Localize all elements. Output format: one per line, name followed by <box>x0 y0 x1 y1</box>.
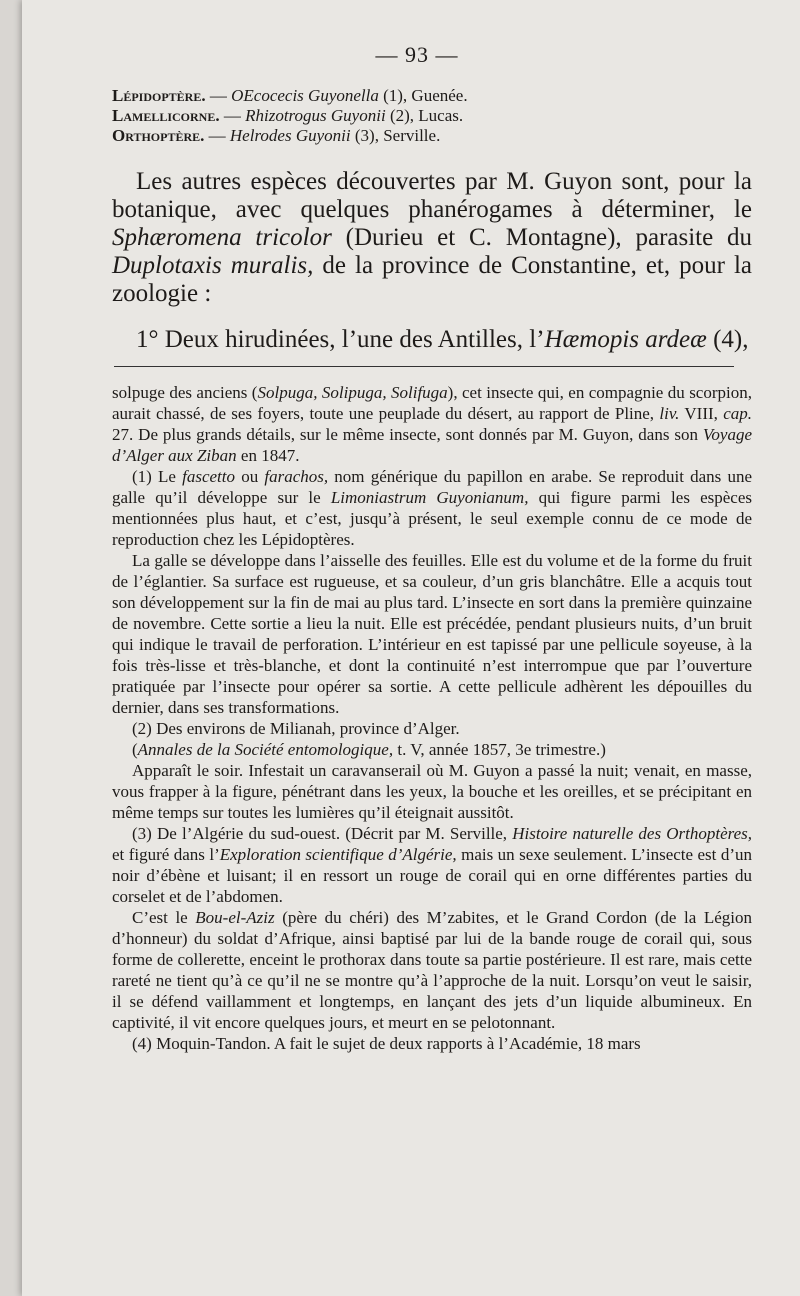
text-run: (Durieu et C. Montagne), parasite du <box>331 224 752 251</box>
taxon-row <box>112 126 742 146</box>
footnotes <box>112 382 752 1054</box>
italic-run: Voyage d’Alger aux Ziban <box>112 425 752 465</box>
italic-run: Exploration scientifique d’Algérie, <box>219 845 457 864</box>
footnote-2-paragraph: Apparaît le soir. Infestait un caravanserail où M. Guyon a passé la nuit; venait, en masse, vous frapper à la figure, pénétrant dans les yeux, la bouche et les oreilles, et se précipitant en même temps sur toutes les lumières qu’il éteignait aussitôt. <box>112 761 752 822</box>
book-page <box>22 0 800 1296</box>
text-run: et figuré dans l’ <box>112 845 220 864</box>
text-run: ( <box>132 740 138 759</box>
text-run: C’est le <box>132 908 196 927</box>
species-name: Duplotaxis muralis, <box>112 252 314 279</box>
italic-run: Bou-el-Aziz <box>195 908 275 927</box>
text-run: 1° Deux hirudinées, l’une des Antilles, l’ <box>136 326 545 353</box>
text-run: 27. De plus grands détails, sur le même insecte, sont donnés par M. Guyon, dans son <box>112 425 703 444</box>
taxon-name: Rhizotrogus Guyonii <box>245 106 386 125</box>
text-run: (père du chéri) des M’zabites, et le Grand Cordon (de la Légion d’honneur) du soldat d’Afrique, ainsi baptisé par lui de la bande rouge de corail qui, sous forme de collerette, enceint le prothorax dans toute sa partie postérieure. Il est rare, mais cette rareté ne tient qu’à ce qu’il ne se montre qu’à l’approche de la nuit. Lorsqu’on veut le saisir, il se défend vaillamment et longtemps, en lançant des jets d’un liquide albumineux. En captivité, il vit encore quelques jours, et meurt en se pelotonnant. <box>112 908 752 1032</box>
main-text <box>112 168 752 354</box>
taxon-separator: — <box>219 106 246 125</box>
italic-run: cap. <box>723 404 753 423</box>
taxa-list <box>112 86 742 146</box>
taxon-group: Lamellicorne. <box>112 106 220 125</box>
italic-run: Solpuga, Solipuga, Solifuga <box>257 383 448 402</box>
footnote-3 <box>112 823 752 907</box>
footnote-continuation <box>112 382 752 466</box>
taxon-separator: — <box>204 126 230 145</box>
text-run: t. V, année 1857, 3e trimestre.) <box>393 740 606 759</box>
text-run: Les autres espèces découvertes par M. Guyon sont, pour la botanique, avec quelques phanérogames à déterminer, le <box>112 168 752 223</box>
footnote-1-paragraph: La galle se développe dans l’aisselle des feuilles. Elle est du volume et de la forme du fruit de l’églantier. Sa surface est rugueuse, et sa couleur, d’un gris blanchâtre. Elle a acquis tout son développement sur la fin de mai au plus tard. L’insecte en sort dans la première quinzaine de novembre. Cette sortie a lieu la nuit. Elle est précédée, pendant plusieurs nuits, d’un bruit qui indique le travail de perforation. L’intérieur en est tapissé par une pellicule soyeuse, à la fois très-lisse et très-blanche, et dont la continuité n’est interrompue que par l’ouverture pratiquée par l’insecte pour opérer sa sortie. A cette pellicule adhèrent les dépouilles du dernier, dans ses transformations. <box>112 551 752 717</box>
text-run: qui figure parmi les espèces mentionnées plus haut, et c’est, jusqu’à présent, le seul exemple connu de ce mode de reproduction chez les Lépidoptères. <box>112 488 753 549</box>
taxon-name: Helrodes Guyonii <box>229 126 351 145</box>
taxon-author: (3), Serville. <box>350 126 441 145</box>
page-number: — 93 — <box>375 42 459 67</box>
taxon-group: Orthoptère. <box>112 126 205 145</box>
text-run: (1) Le <box>132 467 183 486</box>
text-run: de la province de Constantine, et, pour la zoologie : <box>112 252 753 307</box>
species-name: Hæmopis ardeæ <box>544 326 707 353</box>
footnote-1 <box>112 466 752 550</box>
main-paragraph <box>112 168 752 308</box>
taxon-separator: — <box>205 86 232 105</box>
italic-run: farachos, <box>264 467 329 486</box>
text-run: ou <box>235 467 265 486</box>
taxon-name: OEcocecis Guyonella <box>231 86 379 105</box>
footnote-4: (4) Moquin-Tandon. A fait le sujet de deux rapports à l’Académie, 18 mars <box>132 1034 641 1053</box>
taxon-author: (1), Guenée. <box>378 86 468 105</box>
taxon-author: (2), Lucas. <box>385 106 464 125</box>
footnote-3-paragraph <box>112 907 752 1033</box>
text-run: solpuge des anciens ( <box>112 383 258 402</box>
italic-run: Annales de la Société entomologique, <box>137 740 394 759</box>
italic-run: fascetto <box>182 467 236 486</box>
text-run: nom générique du papillon en arabe. Se reproduit dans une galle qu’il développe sur le <box>112 467 752 507</box>
text-run: (4), <box>706 326 749 353</box>
taxon-row <box>112 106 742 126</box>
footnote-2: (2) Des environs de Milianah, province d’Alger. <box>132 719 460 738</box>
taxon-group: Lépidoptère. <box>112 86 206 105</box>
text-run: en 1847. <box>236 446 300 465</box>
footnote-divider <box>114 366 734 367</box>
taxon-row <box>112 86 742 106</box>
italic-run: Histoire naturelle des Orthoptères, <box>512 824 753 843</box>
italic-run: Limoniastrum Guyonianum, <box>330 488 529 507</box>
footnote-2-source <box>112 739 752 760</box>
text-run: (3) De l’Algérie du sud-ouest. (Décrit par M. Serville, <box>132 824 513 843</box>
text-run: ), cet insecte qui, en compagnie du scorpion, aurait chassé, de ses foyers, toute une peuplade du désert, au rapport de Pline, <box>112 383 752 423</box>
text-run: VIII, <box>679 404 724 423</box>
species-name: Sphæromena tricolor <box>112 224 332 251</box>
italic-run: liv. <box>659 404 680 423</box>
main-list-item <box>112 326 752 354</box>
text-run: mais un sexe seulement. L’insecte est d’un noir d’ébène et luisant; il en ressort un rouge de corail qui en orne différentes parties du corselet et de l’abdomen. <box>112 845 753 906</box>
